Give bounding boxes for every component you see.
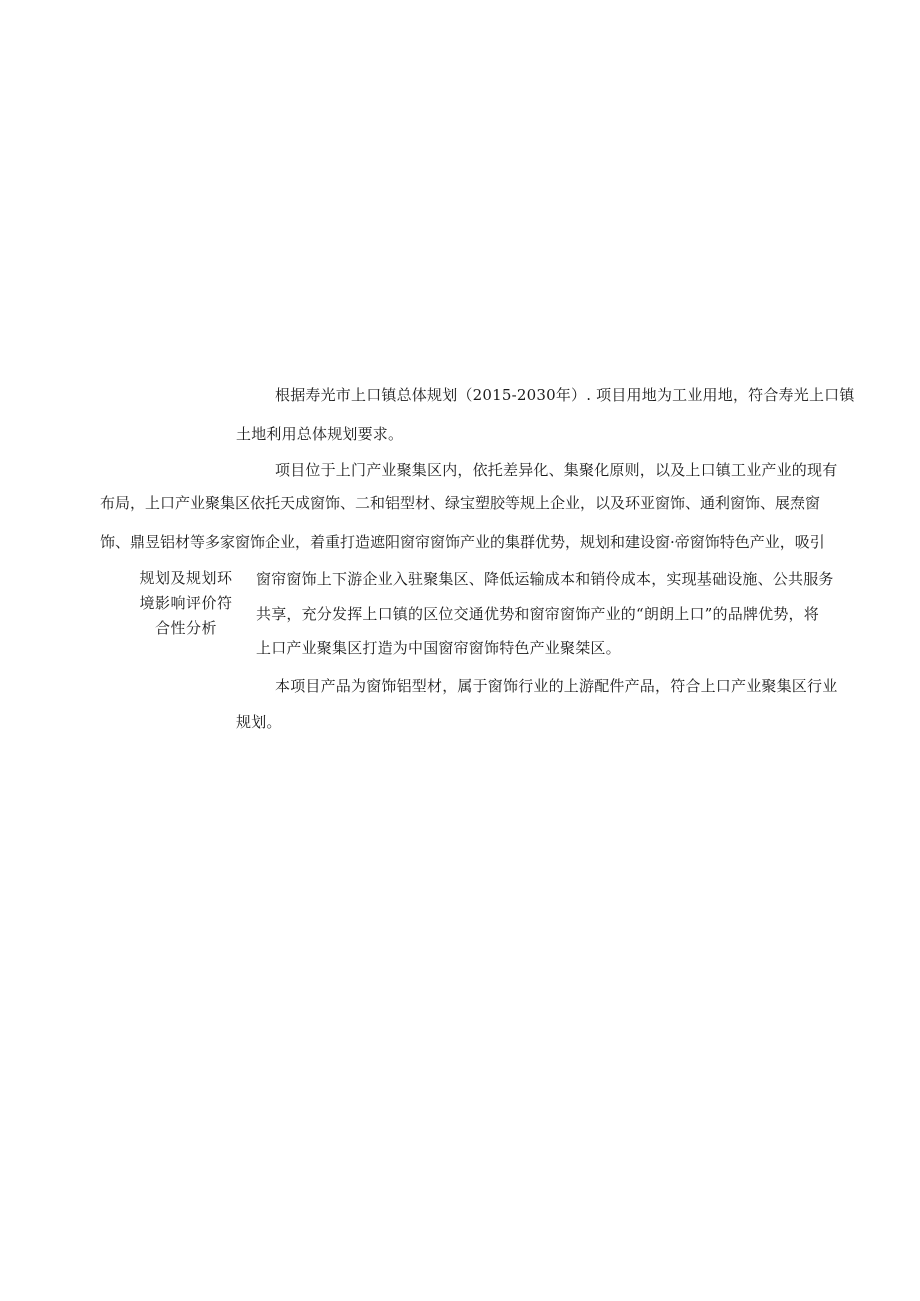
- row-label-line: 境影响评价符: [139, 594, 233, 612]
- paragraph-2-line: 项目位于上门产业聚集区内，依托差异化、集聚化原则，以及上口镇工业产业的现有: [275, 461, 838, 479]
- paragraph-2-line: 共享，充分发挥上口镇的区位交通优势和窗帘窗饰产业的“朗朗上口”的品牌优势，将: [256, 605, 819, 623]
- paragraph-2-line: 上口产业聚集区打造为中国窗帘窗饰特色产业聚桀区。: [256, 639, 621, 657]
- paragraph-1-line: 根据寿光市上口镇总体规划（2015-2030年）. 项目用地为工业用地，符合寿光上口镇: [275, 386, 855, 404]
- paragraph-2-line: 布局，上口产业聚集区依托天成窗饰、二和铝型材、绿宝塑胶等规上企业，以及环亚窗饰、通利窗饰、展焘窗: [100, 494, 821, 512]
- paragraph-3-line: 本项目产品为窗饰铝型材，属于窗饰行业的上游配件产品，符合上口产业聚集区行业: [275, 677, 838, 695]
- row-label-line: 规划及规划环: [139, 569, 233, 587]
- paragraph-2-line: 窗帘窗饰上下游企业入驻聚集区、降低运输成本和销伶成本，实现基础设施、公共服务: [256, 570, 834, 588]
- paragraph-2-line: 饰、鼎昱铝材等多家窗饰企业，着重打造遮阳窗帘窗饰产业的集群优势，规划和建设窗·帝窗饰特色产业，吸引: [100, 533, 825, 551]
- row-label: [130, 566, 242, 641]
- row-label-line: 合性分析: [154, 619, 217, 637]
- paragraph-1-line: 土地利用总体规划要求。: [236, 425, 404, 443]
- paragraph-3-line: 规划。: [236, 713, 282, 731]
